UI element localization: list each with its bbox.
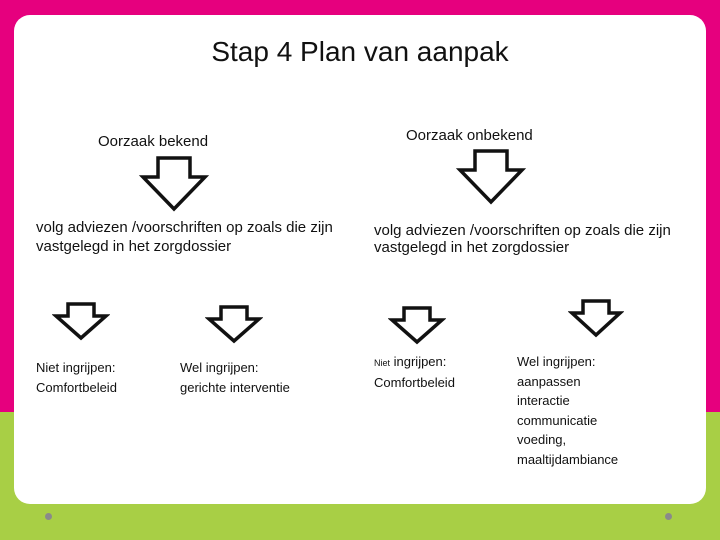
left-option-b: [180, 358, 290, 398]
left-option-a-detail: Comfortbeleid: [36, 380, 117, 395]
right-option-a: [374, 352, 455, 393]
right-option-b-line: interactie: [517, 393, 570, 408]
down-arrow-icon: [138, 155, 210, 213]
right-option-a-title: [374, 352, 455, 373]
down-arrow-icon: [568, 298, 624, 338]
right-option-a-word: Niet: [374, 358, 391, 368]
right-option-b: [517, 352, 618, 469]
down-arrow-icon: [388, 305, 446, 345]
nav-dot-left: [45, 513, 52, 520]
slide-title: Stap 4 Plan van aanpak: [211, 36, 509, 67]
left-option-b-title: Wel ingrijpen:: [180, 360, 259, 375]
right-option-b-line: maaltijdambiance: [517, 451, 619, 467]
right-heading: Oorzaak onbekend: [406, 127, 533, 144]
right-advice: volg adviezen /voorschriften op zoals die zijn vastgelegd in het zorgdossier: [374, 222, 671, 256]
left-heading: Oorzaak bekend: [98, 133, 209, 150]
left-advice: volg adviezen /voorschriften op zoals die zijn vastgelegd in het zorgdossier: [36, 219, 333, 255]
right-option-b-line: communicatie: [517, 412, 598, 428]
down-arrow-icon: [455, 148, 527, 206]
right-option-a-rest: ingrijpen:: [390, 354, 447, 369]
right-option-b-line: aanpassen: [517, 373, 581, 389]
nav-dot-right: [665, 513, 672, 520]
left-option-a-title: Niet ingrijpen:: [36, 360, 116, 375]
left-option-a: [36, 358, 117, 398]
down-arrow-icon: [52, 301, 110, 341]
right-option-b-line: Wel ingrijpen:: [517, 354, 596, 369]
right-option-b-line: voeding,: [517, 432, 567, 447]
left-option-b-detail: gerichte interventie: [180, 380, 290, 395]
down-arrow-icon: [205, 304, 263, 344]
right-option-a-detail: Comfortbeleid: [374, 375, 455, 390]
